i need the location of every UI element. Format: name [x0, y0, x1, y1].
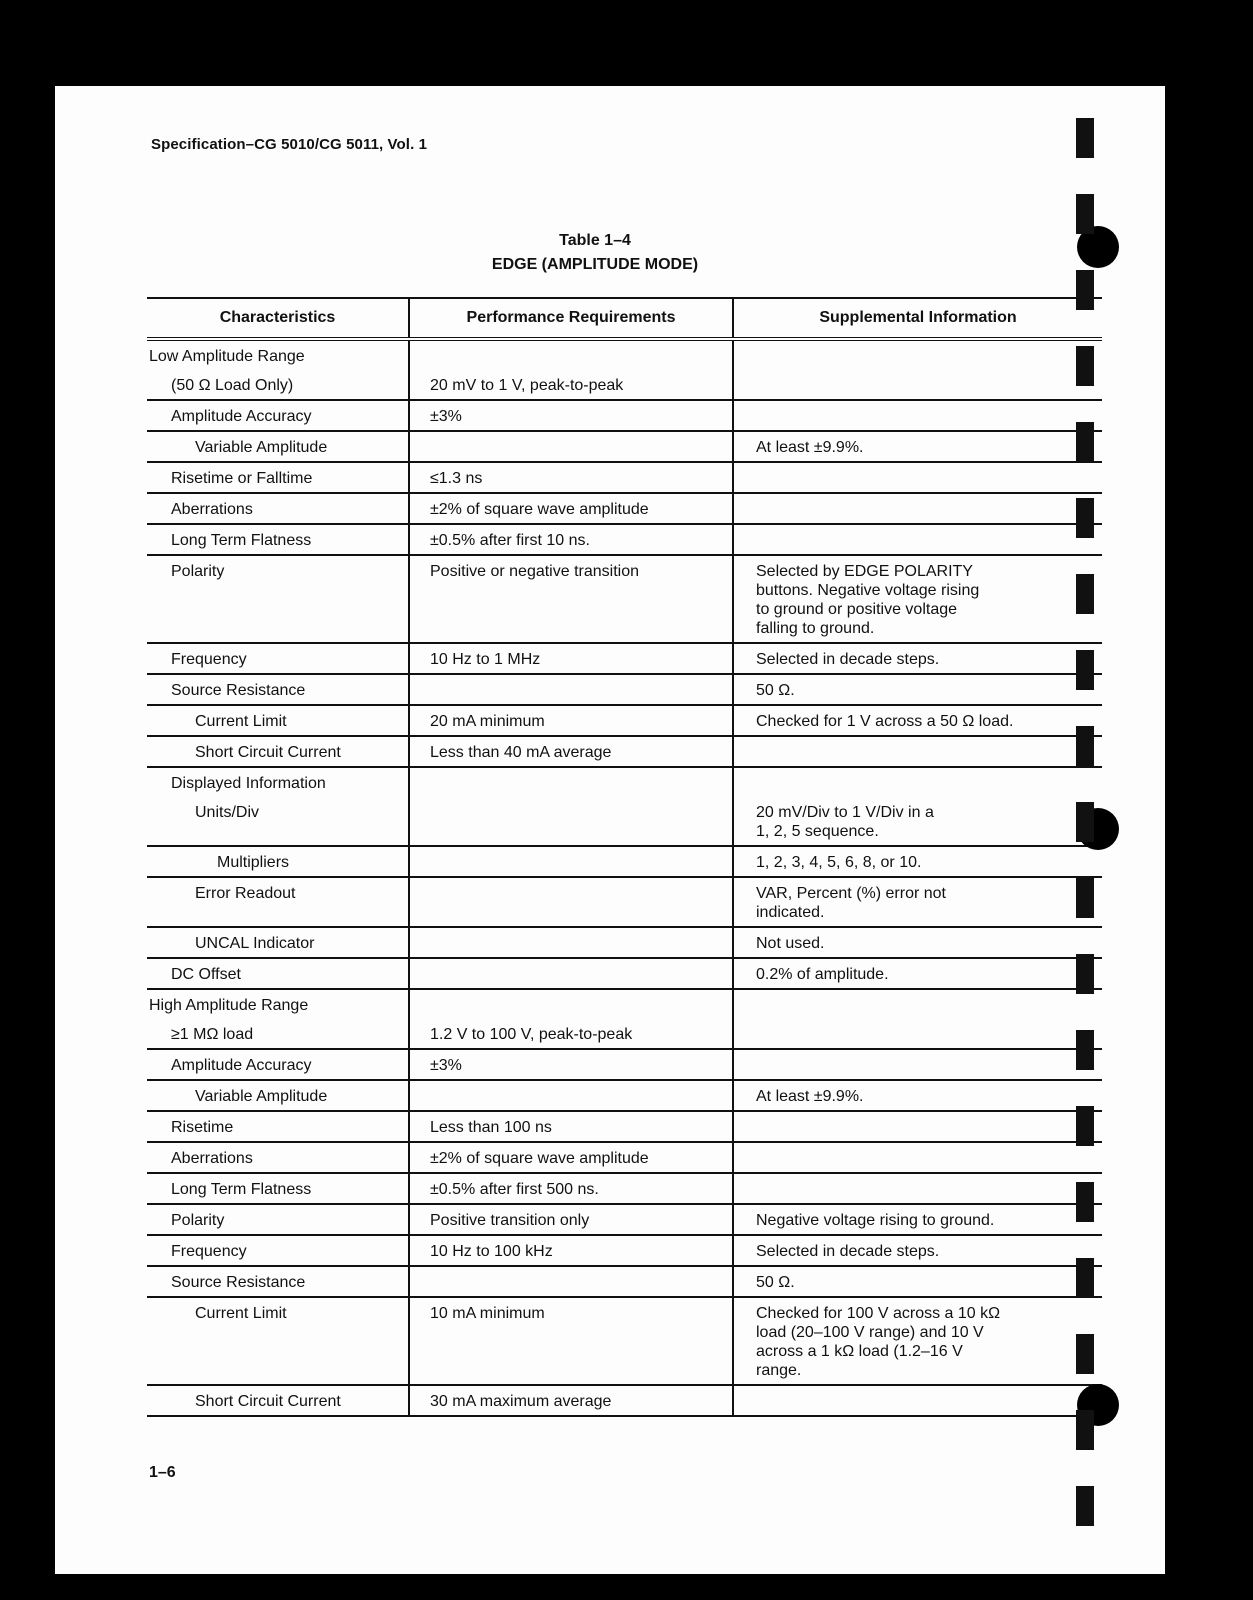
cell-characteristic: UNCAL Indicator [147, 927, 409, 958]
table-row [147, 1266, 1102, 1297]
cell-supplemental [733, 524, 1102, 555]
cell-supplemental [733, 1142, 1102, 1173]
cell-supplemental [733, 400, 1102, 431]
cell-supplemental [733, 370, 1102, 400]
cell-performance [409, 674, 733, 705]
binder-tab [1076, 498, 1094, 538]
cell-characteristic: ≥1 MΩ load [147, 1019, 409, 1049]
cell-characteristic: Risetime [147, 1111, 409, 1142]
binder-tab [1076, 650, 1094, 690]
column-header-supplemental: Supplemental Information [733, 298, 1102, 339]
table-row [147, 1111, 1102, 1142]
table-row [147, 1235, 1102, 1266]
cell-supplemental [733, 493, 1102, 524]
table-row [147, 493, 1102, 524]
cell-supplemental [733, 767, 1102, 797]
cell-performance: 20 mV to 1 V, peak-to-peak [409, 370, 733, 400]
table-row [147, 1049, 1102, 1080]
cell-performance: 10 mA minimum [409, 1297, 733, 1385]
cell-supplemental: 1, 2, 3, 4, 5, 6, 8, or 10. [733, 846, 1102, 877]
binder-tab [1076, 422, 1094, 462]
binder-tab [1076, 270, 1094, 310]
cell-performance: ≤1.3 ns [409, 462, 733, 493]
table-title: EDGE (AMPLITUDE MODE) [491, 256, 699, 273]
cell-supplemental: 50 Ω. [733, 674, 1102, 705]
cell-performance [409, 846, 733, 877]
cell-characteristic: (50 Ω Load Only) [147, 370, 409, 400]
page-number: 1–6 [149, 1464, 176, 1481]
cell-characteristic: DC Offset [147, 958, 409, 989]
cell-characteristic: Multipliers [147, 846, 409, 877]
binder-tab [1076, 1486, 1094, 1526]
cell-performance [409, 927, 733, 958]
cell-performance: Positive or negative transition [409, 555, 733, 643]
cell-supplemental: VAR, Percent (%) error not indicated. [733, 877, 1102, 927]
cell-characteristic: Error Readout [147, 877, 409, 927]
table-row [147, 736, 1102, 767]
cell-performance [409, 877, 733, 927]
table-row [147, 958, 1102, 989]
table-row [147, 705, 1102, 736]
cell-performance: Less than 40 mA average [409, 736, 733, 767]
table-row [147, 370, 1102, 400]
table-row [147, 555, 1102, 643]
cell-supplemental [733, 1385, 1102, 1416]
cell-characteristic: Amplitude Accuracy [147, 1049, 409, 1080]
cell-characteristic: Units/Div [147, 797, 409, 846]
cell-supplemental [733, 1173, 1102, 1204]
cell-supplemental [733, 1019, 1102, 1049]
cell-supplemental [733, 1111, 1102, 1142]
cell-performance [409, 339, 733, 370]
cell-supplemental: Checked for 1 V across a 50 Ω load. [733, 705, 1102, 736]
cell-characteristic: Short Circuit Current [147, 1385, 409, 1416]
table-header-row [147, 298, 1102, 339]
cell-characteristic: Variable Amplitude [147, 431, 409, 462]
binder-tab [1076, 1334, 1094, 1374]
table-row [147, 767, 1102, 797]
table-row [147, 1297, 1102, 1385]
table-row [147, 1204, 1102, 1235]
cell-performance: 10 Hz to 1 MHz [409, 643, 733, 674]
cell-characteristic: Polarity [147, 555, 409, 643]
cell-characteristic: Long Term Flatness [147, 524, 409, 555]
cell-supplemental: Selected in decade steps. [733, 643, 1102, 674]
table-row [147, 1019, 1102, 1049]
cell-performance: ±0.5% after first 500 ns. [409, 1173, 733, 1204]
table-row [147, 339, 1102, 370]
cell-supplemental [733, 989, 1102, 1019]
cell-supplemental: Not used. [733, 927, 1102, 958]
table-row [147, 643, 1102, 674]
column-header-characteristics: Characteristics [147, 298, 409, 339]
cell-characteristic: Source Resistance [147, 1266, 409, 1297]
table-row [147, 1142, 1102, 1173]
cell-characteristic: Short Circuit Current [147, 736, 409, 767]
cell-supplemental: Negative voltage rising to ground. [733, 1204, 1102, 1235]
cell-characteristic: Current Limit [147, 705, 409, 736]
cell-characteristic: Polarity [147, 1204, 409, 1235]
cell-supplemental [733, 736, 1102, 767]
cell-characteristic: High Amplitude Range [149, 997, 309, 1014]
cell-characteristic: Amplitude Accuracy [147, 400, 409, 431]
table-row [147, 1385, 1102, 1416]
document-page [55, 86, 1165, 1574]
table-row [147, 1080, 1102, 1111]
cell-characteristic: Variable Amplitude [147, 1080, 409, 1111]
cell-characteristic: Frequency [147, 1235, 409, 1266]
cell-performance: 10 Hz to 100 kHz [409, 1235, 733, 1266]
cell-performance: 20 mA minimum [409, 705, 733, 736]
binder-tab [1076, 954, 1094, 994]
cell-supplemental: At least ±9.9%. [733, 431, 1102, 462]
cell-supplemental: Selected by EDGE POLARITY buttons. Negative voltage rising to ground or positive voltage falling to ground. [733, 555, 1102, 643]
table-row [147, 927, 1102, 958]
cell-performance [409, 797, 733, 846]
cell-performance: ±3% [409, 1049, 733, 1080]
cell-supplemental [733, 462, 1102, 493]
binder-tab [1076, 1410, 1094, 1450]
table-row [147, 524, 1102, 555]
table-row [147, 846, 1102, 877]
cell-characteristic: Long Term Flatness [147, 1173, 409, 1204]
table-row [147, 797, 1102, 846]
cell-characteristic: Aberrations [147, 1142, 409, 1173]
cell-performance: ±0.5% after first 10 ns. [409, 524, 733, 555]
binder-tab [1076, 194, 1094, 234]
binder-tab [1076, 574, 1094, 614]
spec-table [147, 297, 1102, 1417]
page-header: Specification–CG 5010/CG 5011, Vol. 1 [151, 136, 428, 153]
table-row [147, 431, 1102, 462]
cell-characteristic: Frequency [147, 643, 409, 674]
binder-tab [1076, 346, 1094, 386]
table-row [147, 877, 1102, 927]
cell-supplemental: 50 Ω. [733, 1266, 1102, 1297]
cell-performance: 1.2 V to 100 V, peak-to-peak [409, 1019, 733, 1049]
cell-performance [409, 1080, 733, 1111]
binder-tab [1076, 878, 1094, 918]
cell-performance: ±2% of square wave amplitude [409, 493, 733, 524]
cell-characteristic: Risetime or Falltime [147, 462, 409, 493]
table-body [147, 339, 1102, 1416]
cell-performance [409, 767, 733, 797]
table-row [147, 1173, 1102, 1204]
cell-supplemental: Selected in decade steps. [733, 1235, 1102, 1266]
binder-tab [1076, 1030, 1094, 1070]
cell-performance [409, 958, 733, 989]
binder-tab [1076, 1182, 1094, 1222]
cell-performance: ±3% [409, 400, 733, 431]
binder-tab [1076, 1106, 1094, 1146]
cell-supplemental [733, 339, 1102, 370]
cell-performance [409, 431, 733, 462]
cell-supplemental: At least ±9.9%. [733, 1080, 1102, 1111]
cell-performance [409, 1266, 733, 1297]
binder-tab [1076, 802, 1094, 842]
cell-characteristic: Low Amplitude Range [149, 348, 305, 365]
cell-performance: 30 mA maximum average [409, 1385, 733, 1416]
binder-tab [1076, 726, 1094, 766]
cell-performance: Less than 100 ns [409, 1111, 733, 1142]
cell-supplemental [733, 1049, 1102, 1080]
column-header-performance: Performance Requirements [409, 298, 733, 339]
binder-tab [1076, 118, 1094, 158]
cell-performance: ±2% of square wave amplitude [409, 1142, 733, 1173]
table-row [147, 674, 1102, 705]
cell-performance: Positive transition only [409, 1204, 733, 1235]
cell-supplemental: 0.2% of amplitude. [733, 958, 1102, 989]
binder-tab [1076, 1258, 1094, 1298]
cell-performance [409, 989, 733, 1019]
cell-characteristic: Source Resistance [147, 674, 409, 705]
cell-supplemental: Checked for 100 V across a 10 kΩ load (20–100 V range) and 10 V across a 1 kΩ load (1.2–16 V range. [733, 1297, 1102, 1385]
table-number: Table 1–4 [559, 232, 631, 249]
cell-supplemental: 20 mV/Div to 1 V/Div in a 1, 2, 5 sequence. [733, 797, 1102, 846]
table-row [147, 989, 1102, 1019]
table-row [147, 462, 1102, 493]
cell-characteristic: Aberrations [147, 493, 409, 524]
table-row [147, 400, 1102, 431]
cell-characteristic: Displayed Information [171, 775, 326, 792]
cell-characteristic: Current Limit [147, 1297, 409, 1385]
